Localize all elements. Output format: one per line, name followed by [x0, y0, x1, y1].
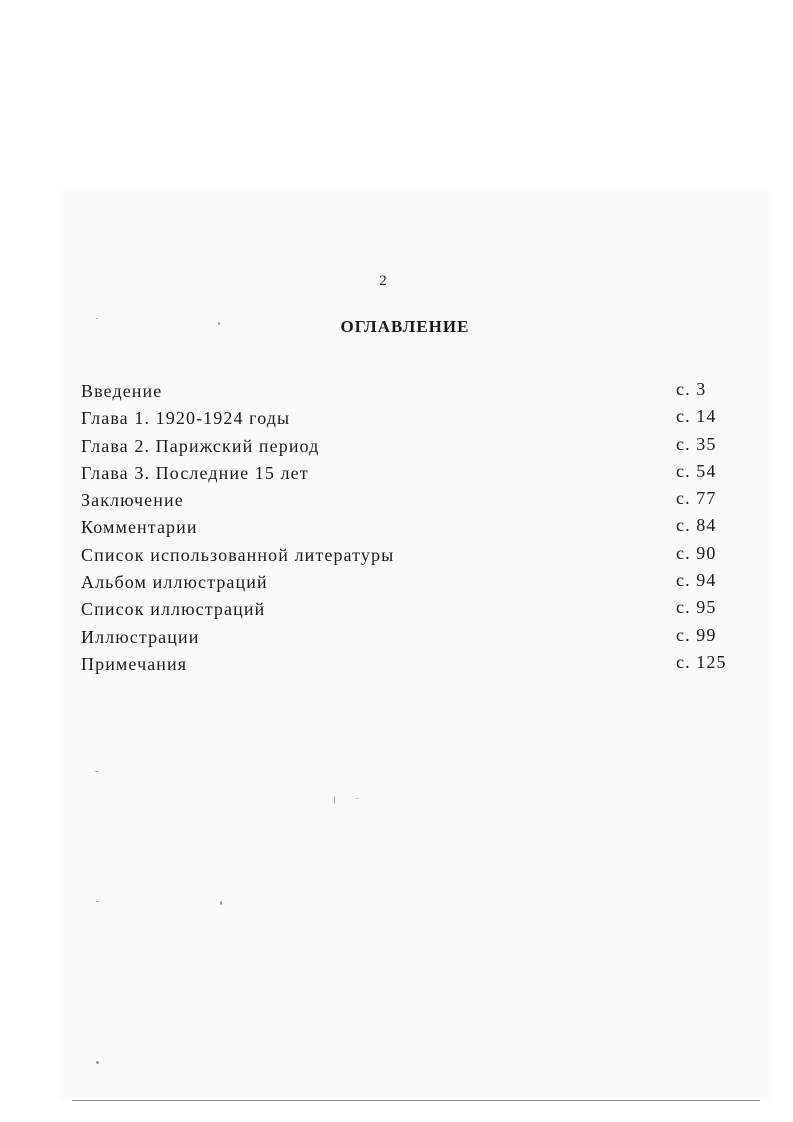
toc-entry: [81, 624, 741, 651]
toc-entry: [81, 514, 741, 541]
page-number: 2: [379, 273, 387, 289]
scan-speck: [95, 771, 99, 772]
toc-list: [81, 378, 741, 678]
scan-speck: [220, 901, 222, 905]
toc-entry: [81, 405, 741, 432]
toc-entry-page: с. 35: [676, 433, 717, 454]
toc-entry-page: с. 77: [676, 488, 717, 509]
toc-entry-label: Список иллюстраций: [81, 599, 266, 620]
toc-entry-label: Список использованной литературы: [81, 544, 395, 565]
toc-entry: [81, 651, 741, 678]
toc-entry-page: с. 94: [676, 570, 717, 591]
toc-entry-page: с. 14: [676, 406, 717, 427]
toc-entry-label: Глава 2. Парижский период: [81, 435, 320, 456]
toc-entry-label: Глава 3. Последние 15 лет: [81, 462, 309, 483]
toc-entry-page: с. 3: [676, 379, 707, 399]
toc-entry-label: Глава 1. 1920-1924 годы: [81, 408, 291, 429]
toc-entry-label: Введение: [81, 381, 163, 401]
toc-entry-label: Альбом иллюстраций: [81, 572, 268, 593]
toc-entry-page: с. 125: [676, 651, 727, 672]
toc-entry-label: Комментарии: [81, 517, 198, 538]
toc-entry: [81, 460, 741, 487]
scan-speck: [334, 796, 335, 804]
toc-entry-page: с. 84: [676, 515, 717, 536]
toc-entry-label: Примечания: [81, 653, 188, 674]
scan-speck: [218, 322, 220, 325]
toc-entry: [81, 542, 741, 569]
toc-entry: [81, 487, 741, 514]
toc-entry-page: с. 99: [676, 624, 717, 645]
toc-entry-page: с. 54: [676, 460, 717, 481]
scan-speck: [356, 798, 358, 799]
toc-entry: [81, 569, 741, 596]
toc-entry: [81, 596, 741, 623]
toc-entry-page: с. 90: [676, 542, 717, 563]
toc-entry-label: Иллюстрации: [81, 626, 200, 647]
scan-speck: [96, 318, 98, 319]
toc-title: ОГЛАВЛЕНИЕ: [340, 317, 470, 336]
scan-speck: [96, 1061, 99, 1064]
toc-entry-label: Заключение: [81, 490, 184, 511]
toc-entry: [81, 378, 741, 405]
toc-entry: [81, 433, 741, 460]
toc-entry-page: с. 95: [676, 597, 717, 618]
bottom-scan-edge: [72, 1100, 760, 1101]
scan-speck: [96, 901, 99, 902]
